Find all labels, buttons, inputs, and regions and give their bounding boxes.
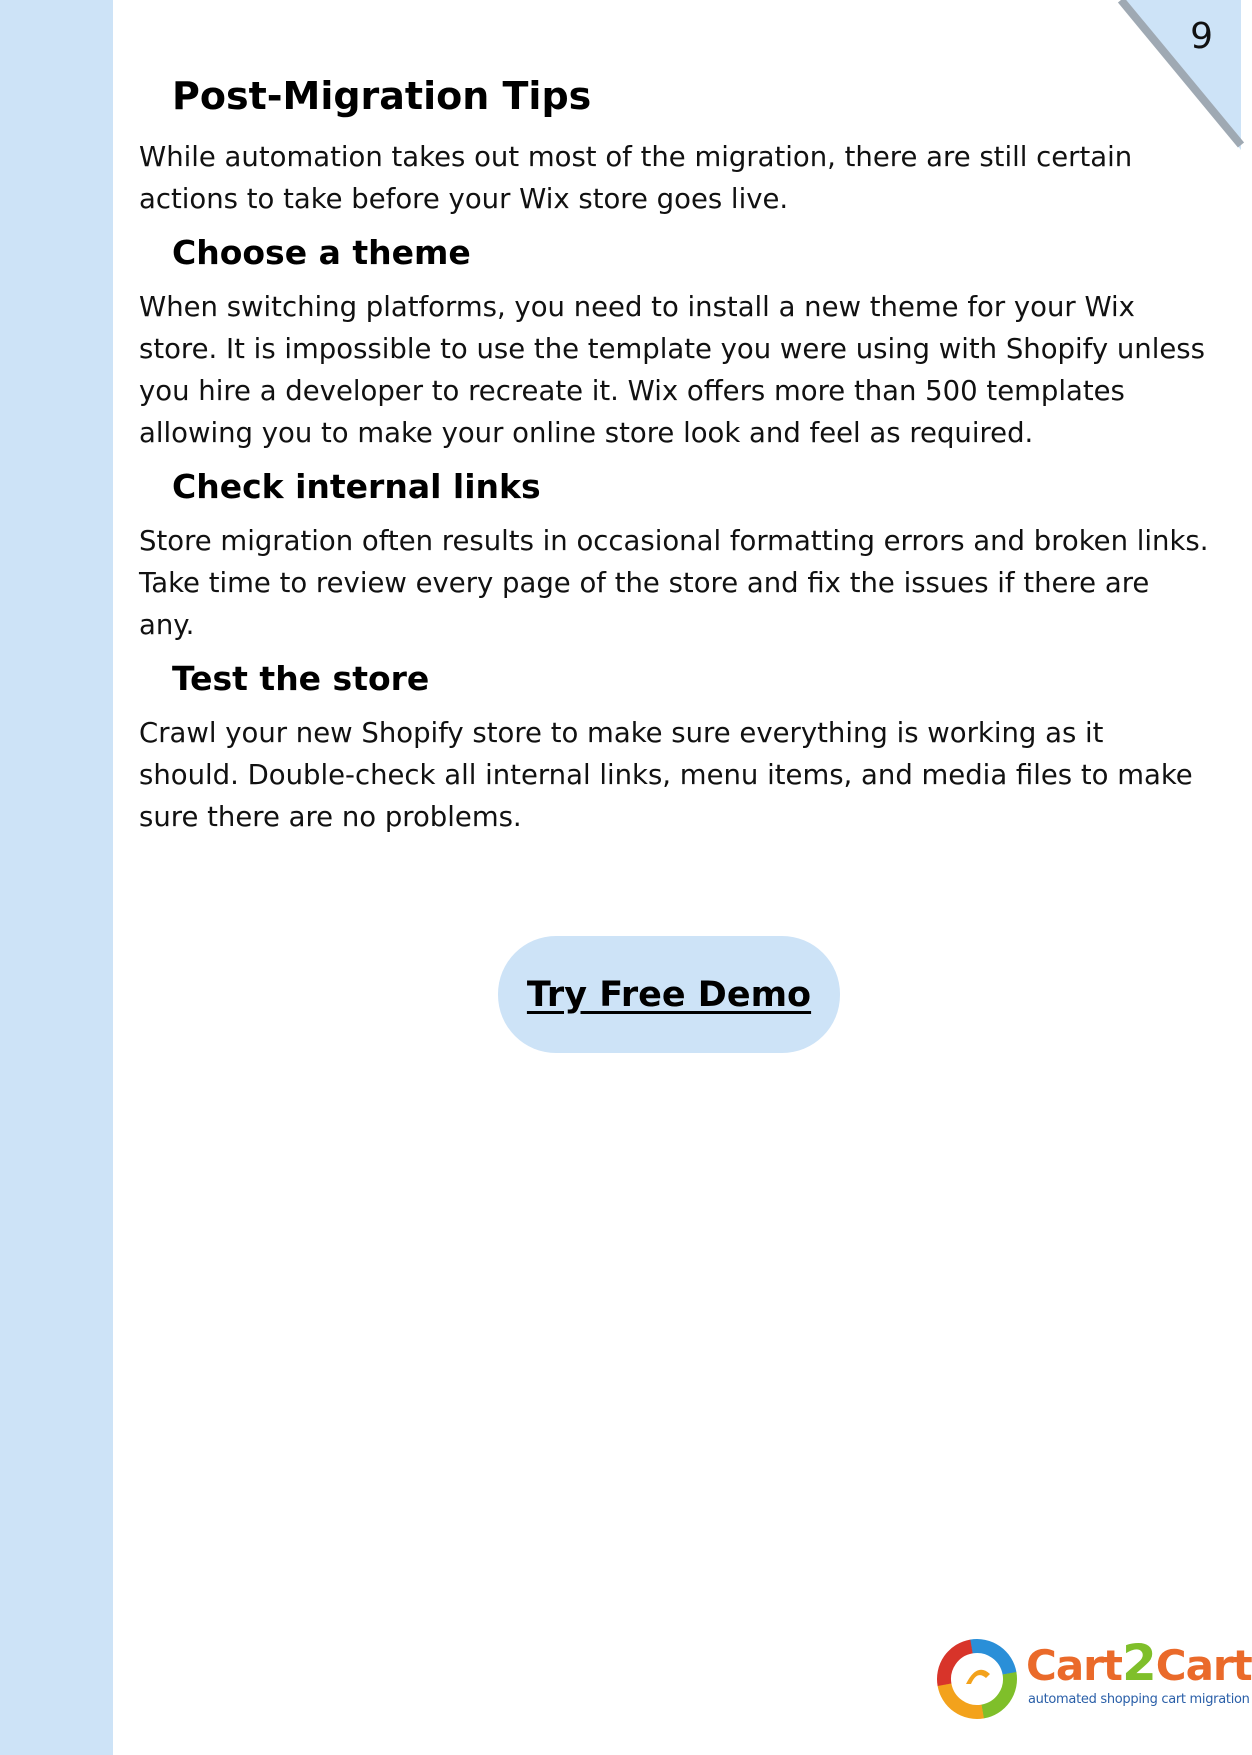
cart2cart-logo (936, 1634, 1252, 1726)
section-post-migration-tips (139, 70, 1209, 220)
left-accent-sidebar (0, 0, 113, 1755)
page-number: 9 (1190, 16, 1213, 57)
section-paragraph: Store migration often results in occasional formatting errors and broken links. Take time to review every page of the store and fix the issues if there are any. (139, 525, 1209, 641)
section-paragraph: While automation takes out most of the migration, there are still certain actions to take before your Wix store goes live. (139, 141, 1133, 215)
document-body (139, 70, 1209, 838)
section-heading: Post-Migration Tips (172, 74, 592, 118)
cart2cart-circular-arrows-icon (936, 1638, 1018, 1720)
section-heading: Test the store (172, 659, 430, 698)
section-test-store (139, 656, 1209, 838)
cta-container (498, 936, 840, 1053)
section-check-internal-links (139, 464, 1209, 646)
section-heading: Check internal links (172, 467, 541, 506)
logo-tagline: automated shopping cart migration (1028, 1692, 1250, 1707)
try-free-demo-button[interactable]: Try Free Demo (498, 936, 840, 1053)
section-heading: Choose a theme (172, 233, 471, 272)
section-choose-theme (139, 230, 1209, 454)
section-paragraph: Crawl your new Shopify store to make sure everything is working as it should. Double-check all internal links, menu items, and media files to make sure there are no problems. (139, 717, 1193, 833)
section-paragraph: When switching platforms, you need to install a new theme for your Wix store. It is impossible to use the template you were using with Shopify unless you hire a developer to recreate it. Wix offers more than 500 templates allowing you to make your online store look and feel as required. (139, 291, 1205, 449)
logo-wordmark: Cart2Cart (1026, 1634, 1252, 1692)
